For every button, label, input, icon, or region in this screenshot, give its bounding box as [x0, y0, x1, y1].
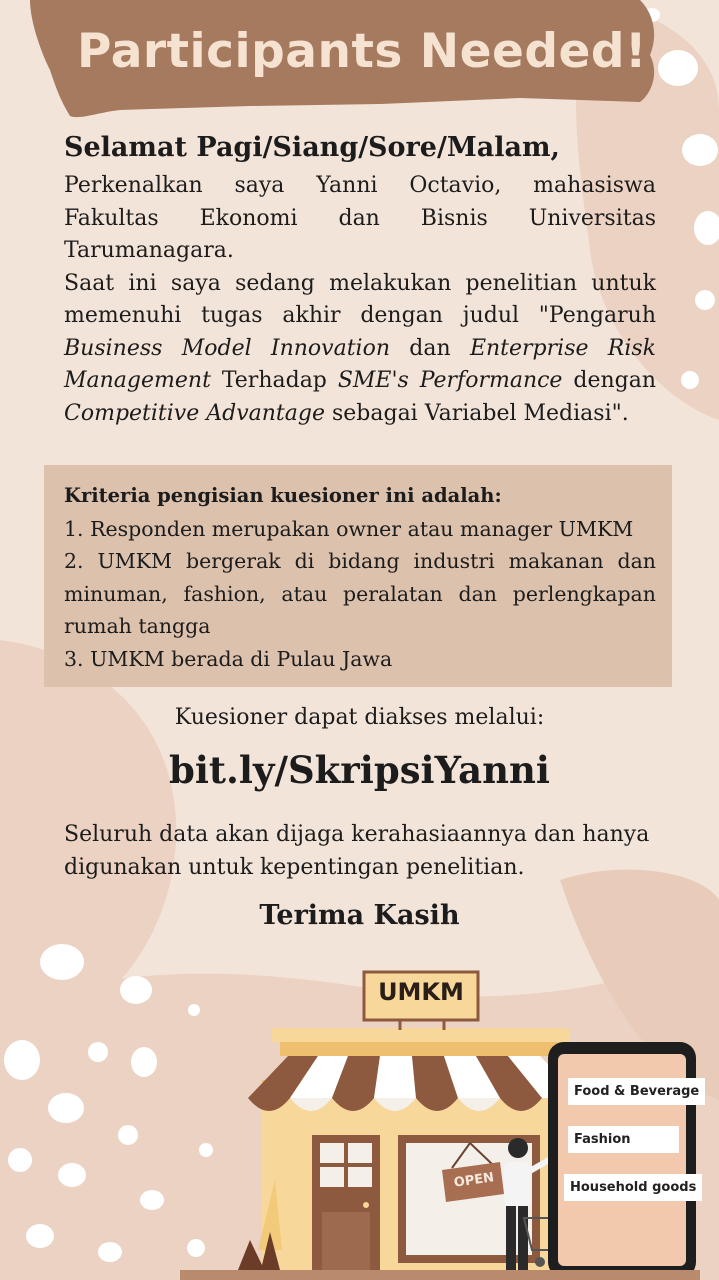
phone-item-household: Household goods: [564, 1174, 702, 1201]
introduction: [64, 170, 656, 430]
intro-line-2: [64, 268, 656, 431]
phone-item-food: Food & Beverage: [568, 1078, 705, 1105]
privacy-note: Seluruh data akan dijaga kerahasiaannya dan hanya digunakan untuk kepentingan penelitian.: [64, 822, 650, 880]
access-label: Kuesioner dapat diakses melalui:: [174, 705, 545, 730]
term-business-model: Business Model Innovation: [64, 335, 391, 361]
intro-and: dan: [390, 335, 470, 361]
intro-prefix: Saat ini saya sedang melakukan penelitian untuk memenuhi tugas akhir dengan judul "Pengaruh: [64, 270, 656, 328]
store-sign-label: UMKM: [378, 978, 464, 1006]
intro-line-1: Perkenalkan saya Yanni Octavio, mahasiswa Fakultas Ekonomi dan Bisnis Universitas Tarumanagara.: [64, 173, 656, 263]
criteria-item: 2. UMKM bergerak di bidang industri makanan dan minuman, fashion, atau peralatan dan perlengkapan rumah tangga: [64, 549, 656, 638]
open-sign-label: OPEN: [452, 1170, 496, 1191]
criteria-item: 3. UMKM berada di Pulau Jawa: [64, 646, 393, 671]
greeting: Selamat Pagi/Siang/Sore/Malam,: [64, 132, 560, 163]
intro-with: dengan: [562, 368, 656, 393]
intro-suffix: sebagai Variabel Mediasi".: [324, 400, 629, 426]
term-risk-management: Enterprise Risk Management: [64, 335, 657, 393]
page-title: Participants Needed!: [77, 24, 647, 79]
criteria-item: 1. Responden merupakan owner atau manager UMKM: [64, 516, 634, 541]
term-sme-performance: SME's Performance: [337, 368, 563, 393]
phone-item-fashion: Fashion: [568, 1126, 679, 1153]
criteria-list: [64, 480, 656, 675]
criteria-heading: Kriteria pengisian kuesioner ini adalah:: [64, 484, 502, 507]
questionnaire-link[interactable]: bit.ly/SkripsiYanni: [168, 748, 550, 792]
thanks-text: Terima Kasih: [259, 900, 460, 931]
term-competitive-advantage: Competitive Advantage: [64, 400, 325, 426]
intro-against: Terhadap: [210, 368, 338, 393]
